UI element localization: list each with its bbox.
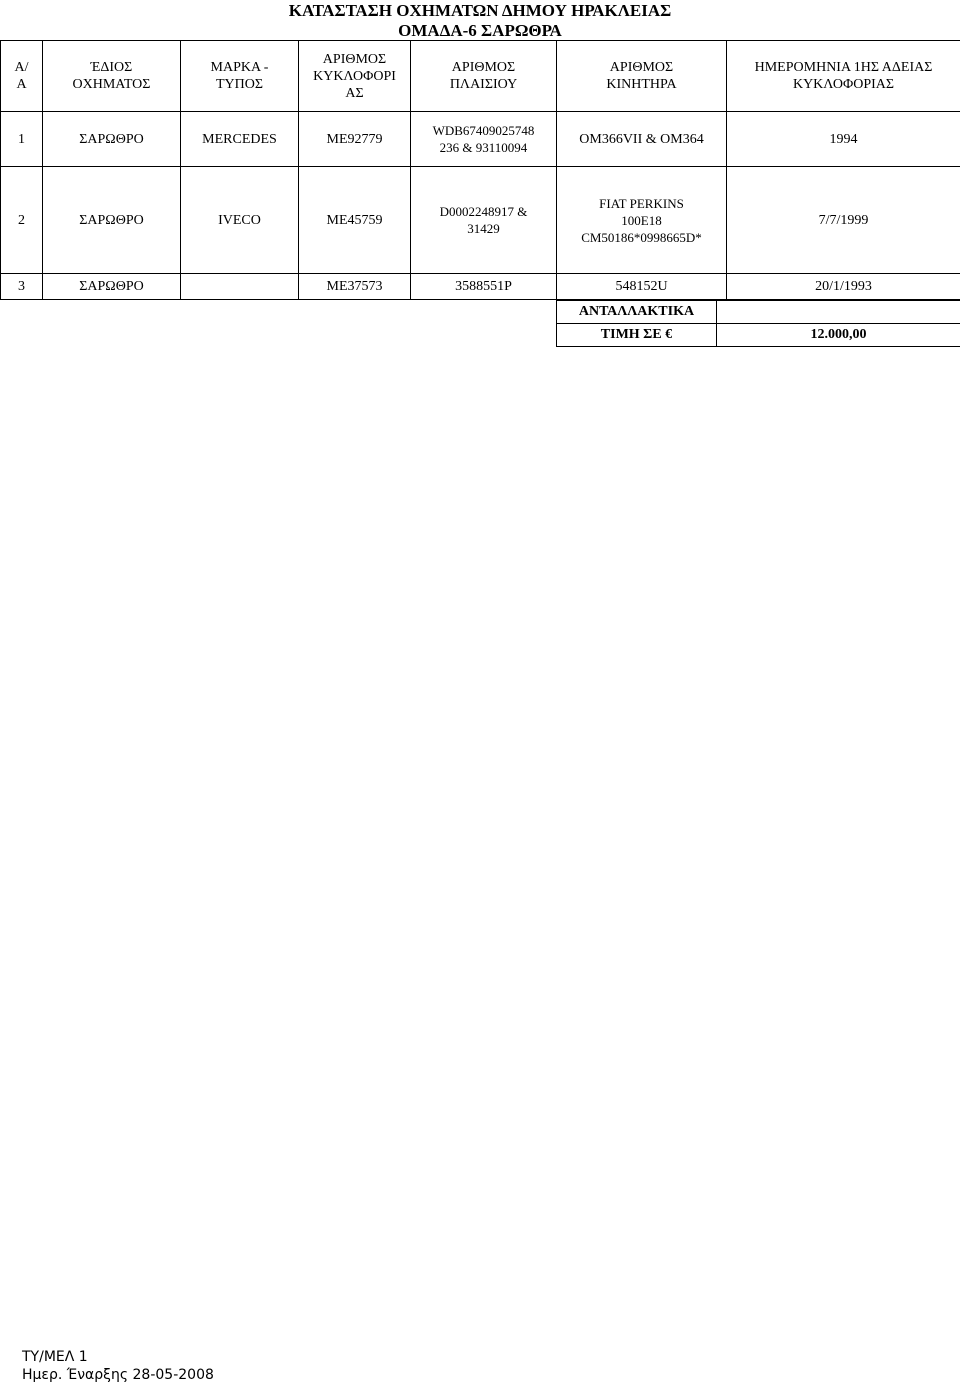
- document-title: ΚΑΤΑΣΤΑΣΗ ΟΧΗΜΑΤΩΝ ΔΗΜΟΥ ΗΡΑΚΛΕΙΑΣ: [288, 1, 672, 20]
- cell-plate: ΜΕ37573: [299, 274, 411, 300]
- cell-brand: [181, 274, 299, 300]
- header-vehicle-type: ΈΔΙΟΣ ΟΧΗΜΑΤΟΣ: [43, 41, 181, 112]
- price-row: [557, 324, 960, 347]
- table-header-row: [1, 41, 960, 112]
- cell-plate: ΜΕ92779: [299, 112, 411, 167]
- footer-start-date: Ημερ. Έναρξης 28-05-2008: [22, 1367, 214, 1383]
- cell-plate: ΜΕ45759: [299, 167, 411, 274]
- cell-chassis: WDB67409025748 236 & 93110094: [411, 112, 557, 167]
- price-value: 12.000,00: [717, 324, 960, 347]
- cell-date: 1994: [727, 112, 960, 167]
- header-brand: ΜΑΡΚΑ - ΤΥΠΟΣ: [181, 41, 299, 112]
- spare-parts-empty: [717, 301, 960, 324]
- cell-date: 20/1/1993: [727, 274, 960, 300]
- cell-aa: 1: [1, 112, 43, 167]
- cell-type: ΣΑΡΩΘΡΟ: [43, 274, 181, 300]
- document-subtitle: ΟΜΑΔΑ-6 ΣΑΡΩΘΡΑ: [398, 21, 562, 40]
- spare-parts-table: [556, 300, 960, 347]
- cell-engine: 548152U: [557, 274, 727, 300]
- cell-type: ΣΑΡΩΘΡΟ: [43, 112, 181, 167]
- spare-parts-label: ΑΝΤΑΛΛΑΚΤΙΚΑ: [557, 301, 717, 324]
- cell-date: 7/7/1999: [727, 167, 960, 274]
- price-label: ΤΙΜΗ ΣΕ €: [557, 324, 717, 347]
- header-first-license-date: ΗΜΕΡΟΜΗΝΙΑ 1ΗΣ ΑΔΕΙΑΣ ΚΥΚΛΟΦΟΡΙΑΣ: [727, 41, 960, 112]
- cell-type: ΣΑΡΩΘΡΟ: [43, 167, 181, 274]
- vehicles-table: [0, 40, 960, 300]
- table-row: [1, 112, 960, 167]
- cell-brand: IVECO: [181, 167, 299, 274]
- footer-department: ΤΥ/ΜΕΛ 1: [22, 1349, 88, 1365]
- header-aa: Α/ Α: [1, 41, 43, 112]
- table-row: [1, 274, 960, 300]
- cell-brand: MERCEDES: [181, 112, 299, 167]
- cell-chassis: 3588551P: [411, 274, 557, 300]
- header-engine: ΑΡΙΘΜΟΣ ΚΙΝΗΤΗΡΑ: [557, 41, 727, 112]
- cell-aa: 3: [1, 274, 43, 300]
- cell-chassis: D0002248917 & 31429: [411, 167, 557, 274]
- cell-engine: FIAT PERKINS 100E18 CM50186*0998665D*: [557, 167, 727, 274]
- cell-engine: OM366VII & OM364: [557, 112, 727, 167]
- table-row: [1, 167, 960, 274]
- spare-parts-row: [557, 301, 960, 324]
- cell-aa: 2: [1, 167, 43, 274]
- header-plate: ΑΡΙΘΜΟΣ ΚΥΚΛΟΦΟΡΙ ΑΣ: [299, 41, 411, 112]
- header-chassis: ΑΡΙΘΜΟΣ ΠΛΑΙΣΙΟΥ: [411, 41, 557, 112]
